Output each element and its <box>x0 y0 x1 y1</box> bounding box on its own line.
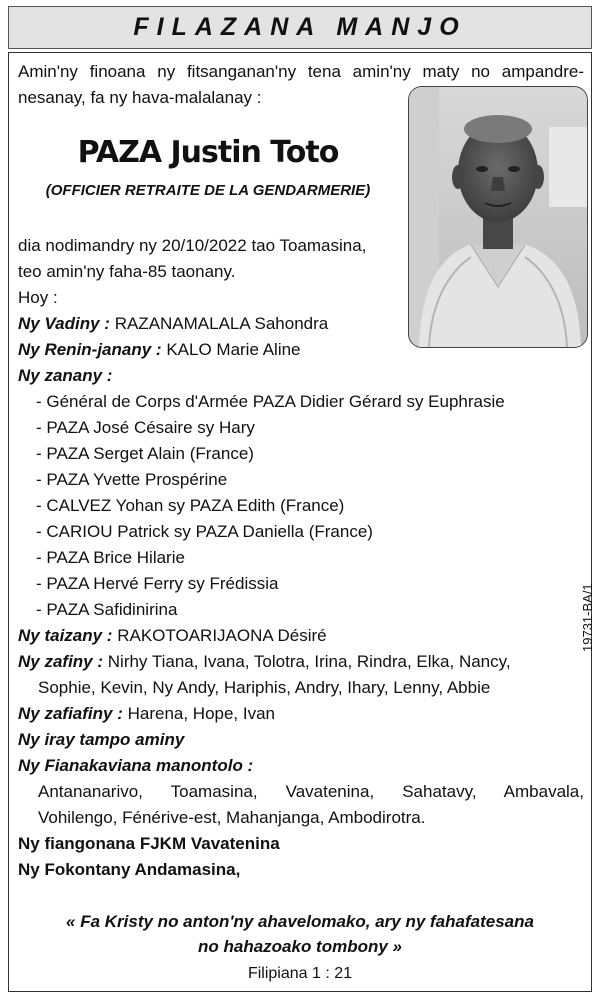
child-item: - CALVEZ Yohan sy PAZA Edith (France) <box>36 496 345 515</box>
grandchildren-value-2: Sophie, Kevin, Ny Andy, Hariphis, Andry, Ihary, Lenny, Abbie <box>38 678 491 697</box>
grandchildren-line <box>18 649 584 675</box>
child-item: - PAZA Brice Hilarie <box>36 548 185 567</box>
church-line: Ny fiangonana FJKM Vavatenina <box>18 834 280 853</box>
child-item: - PAZA Hervé Ferry sy Frédissia <box>36 574 279 593</box>
family-places-2: Vohilengo, Fénérive-est, Mahanjanga, Ambodirotra. <box>38 808 426 827</box>
spouse-label: Ny Vadiny : <box>18 314 110 333</box>
great-grandchildren-line <box>18 701 584 727</box>
fokontany-line: Ny Fokontany Andamasina, <box>18 860 241 879</box>
intro-text: Amin'ny finoana ny fitsanganan'ny tena amin'ny maty no ampandre-nesanay, fa ny hava-malalanay : <box>18 62 584 107</box>
hoy-line: Hoy : <box>18 288 58 307</box>
family-places-1: Antananarivo, Toamasina, Vavatenina, Sahatavy, Ambavala, <box>38 782 584 801</box>
great-grandchildren-label: Ny zafiafiny : <box>18 704 123 723</box>
grandchildren-label: Ny zafiny : <box>18 652 104 671</box>
death-date-line: dia nodimandry ny 20/10/2022 tao Toamasina, <box>18 236 367 255</box>
foster-value: RAKOTOARIJAONA Désiré <box>117 626 327 645</box>
spouse-line <box>18 311 584 337</box>
siblings-line: Ny iray tampo aminy <box>18 730 185 749</box>
obituary-notice <box>8 52 595 992</box>
header-title: FILAZANA MANJO <box>133 13 467 41</box>
child-item: - CARIOU Patrick sy PAZA Daniella (France) <box>36 522 373 541</box>
child-item: - PAZA Serget Alain (France) <box>36 444 254 463</box>
reference-code <box>577 568 597 668</box>
child-item: - PAZA Yvette Prospérine <box>36 470 228 489</box>
mother-in-law-value: KALO Marie Aline <box>166 340 301 359</box>
grandchildren-value-1: Nirhy Tiana, Ivana, Tolotra, Irina, Rindra, Elka, Nancy, <box>107 652 511 671</box>
notice-body <box>18 233 584 883</box>
notice-header <box>8 6 592 49</box>
child-item: - PAZA Safidinirina <box>36 600 178 619</box>
age-line: teo amin'ny faha-85 taonany. <box>18 262 236 281</box>
great-grandchildren-value: Harena, Hope, Ivan <box>127 704 276 723</box>
child-item: - Général de Corps d'Armée PAZA Didier Gérard sy Euphrasie <box>36 392 505 411</box>
children-label: Ny zanany : <box>18 366 113 385</box>
child-item: - PAZA José Césaire sy Hary <box>36 418 255 437</box>
mother-in-law-label: Ny Renin-janany : <box>18 340 162 359</box>
verse-line-1: « Fa Kristy no anton'ny ahavelomako, ary ny fahafatesana <box>66 912 534 931</box>
reference-text: 19731-BA/1 <box>580 583 595 652</box>
foster-line <box>18 623 584 649</box>
foster-label: Ny taizany : <box>18 626 113 645</box>
deceased-rank: (OFFICIER RETRAITE DE LA GENDARMERIE) <box>45 182 371 199</box>
verse-citation: Filipiana 1 : 21 <box>247 965 353 982</box>
family-label: Ny Fianakaviana manontolo : <box>18 756 254 775</box>
verse-line-2: no hahazoako tombony » <box>197 937 403 956</box>
mother-in-law-line <box>18 337 584 363</box>
bible-verse <box>9 909 591 959</box>
spouse-value: RAZANAMALALA Sahondra <box>114 314 329 333</box>
deceased-name: PAZA Justin Toto <box>77 135 339 170</box>
